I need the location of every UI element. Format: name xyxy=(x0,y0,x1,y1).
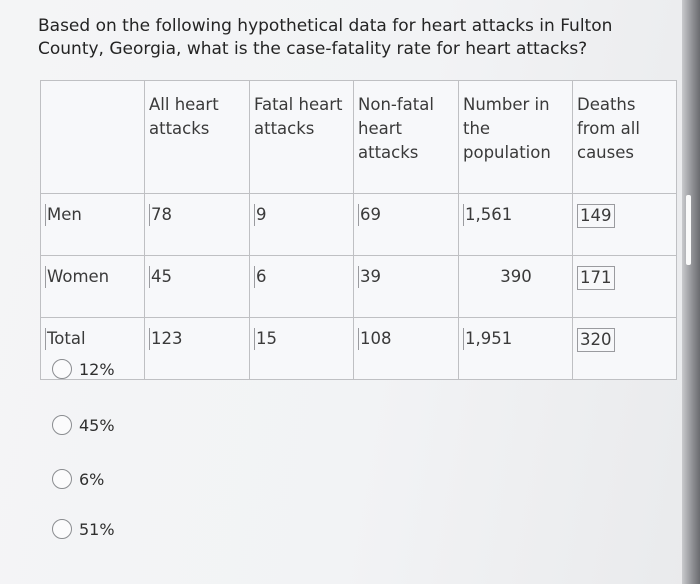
table-cell: 108 xyxy=(360,329,392,348)
option-label[interactable]: 51% xyxy=(79,519,115,539)
table-cell: 9 xyxy=(256,205,267,224)
table-header-all-heart-attacks: All heart attacks xyxy=(145,81,250,194)
option-12-percent[interactable] xyxy=(52,356,172,382)
table-cell: 6 xyxy=(256,267,267,286)
table-header-number-in-population: Number in the population xyxy=(459,81,573,194)
table-header-deaths-all-causes: Deaths from all causes xyxy=(573,81,677,194)
question-text: Based on the following hypothetical data for heart attacks in Fulton County, Georgia, what is the case-fatality rate for heart attacks? xyxy=(38,16,613,59)
row-label-total: Total xyxy=(47,329,86,348)
table-cell: 15 xyxy=(256,329,277,348)
table-cell: 1,951 xyxy=(465,329,513,348)
table-cell: 69 xyxy=(360,205,381,224)
table-cell: 1,561 xyxy=(465,205,513,224)
table-header-corner xyxy=(41,81,145,194)
table-cell: 320 xyxy=(577,328,615,352)
radio-button[interactable] xyxy=(52,359,72,379)
radio-button[interactable] xyxy=(52,519,72,539)
option-6-percent[interactable] xyxy=(52,466,172,492)
scrollbar-thumb[interactable] xyxy=(686,195,691,265)
option-label[interactable]: 6% xyxy=(79,469,105,489)
table-cell: 171 xyxy=(577,266,615,290)
option-51-percent[interactable] xyxy=(52,516,172,542)
row-label-women: Women xyxy=(47,267,110,286)
table-header-row xyxy=(41,81,677,194)
data-table xyxy=(40,80,677,380)
table-cell: 45 xyxy=(151,267,172,286)
table-cell: 149 xyxy=(577,204,615,228)
table-header-fatal-heart-attacks: Fatal heart attacks xyxy=(250,81,354,194)
table-cell: 123 xyxy=(151,329,183,348)
row-label-men: Men xyxy=(47,205,82,224)
radio-button[interactable] xyxy=(52,469,72,489)
table-cell: 39 xyxy=(360,267,381,286)
radio-button[interactable] xyxy=(52,415,72,435)
option-label[interactable]: 45% xyxy=(79,415,115,435)
table-cell: 78 xyxy=(151,205,172,224)
table-cell: 390 xyxy=(500,267,532,286)
table-row xyxy=(41,194,677,256)
option-label[interactable]: 12% xyxy=(79,359,115,379)
table-header-non-fatal-heart-attacks: Non-fatal heart attacks xyxy=(354,81,459,194)
table-row xyxy=(41,256,677,318)
option-45-percent[interactable] xyxy=(52,412,172,438)
screen-edge xyxy=(682,0,700,584)
